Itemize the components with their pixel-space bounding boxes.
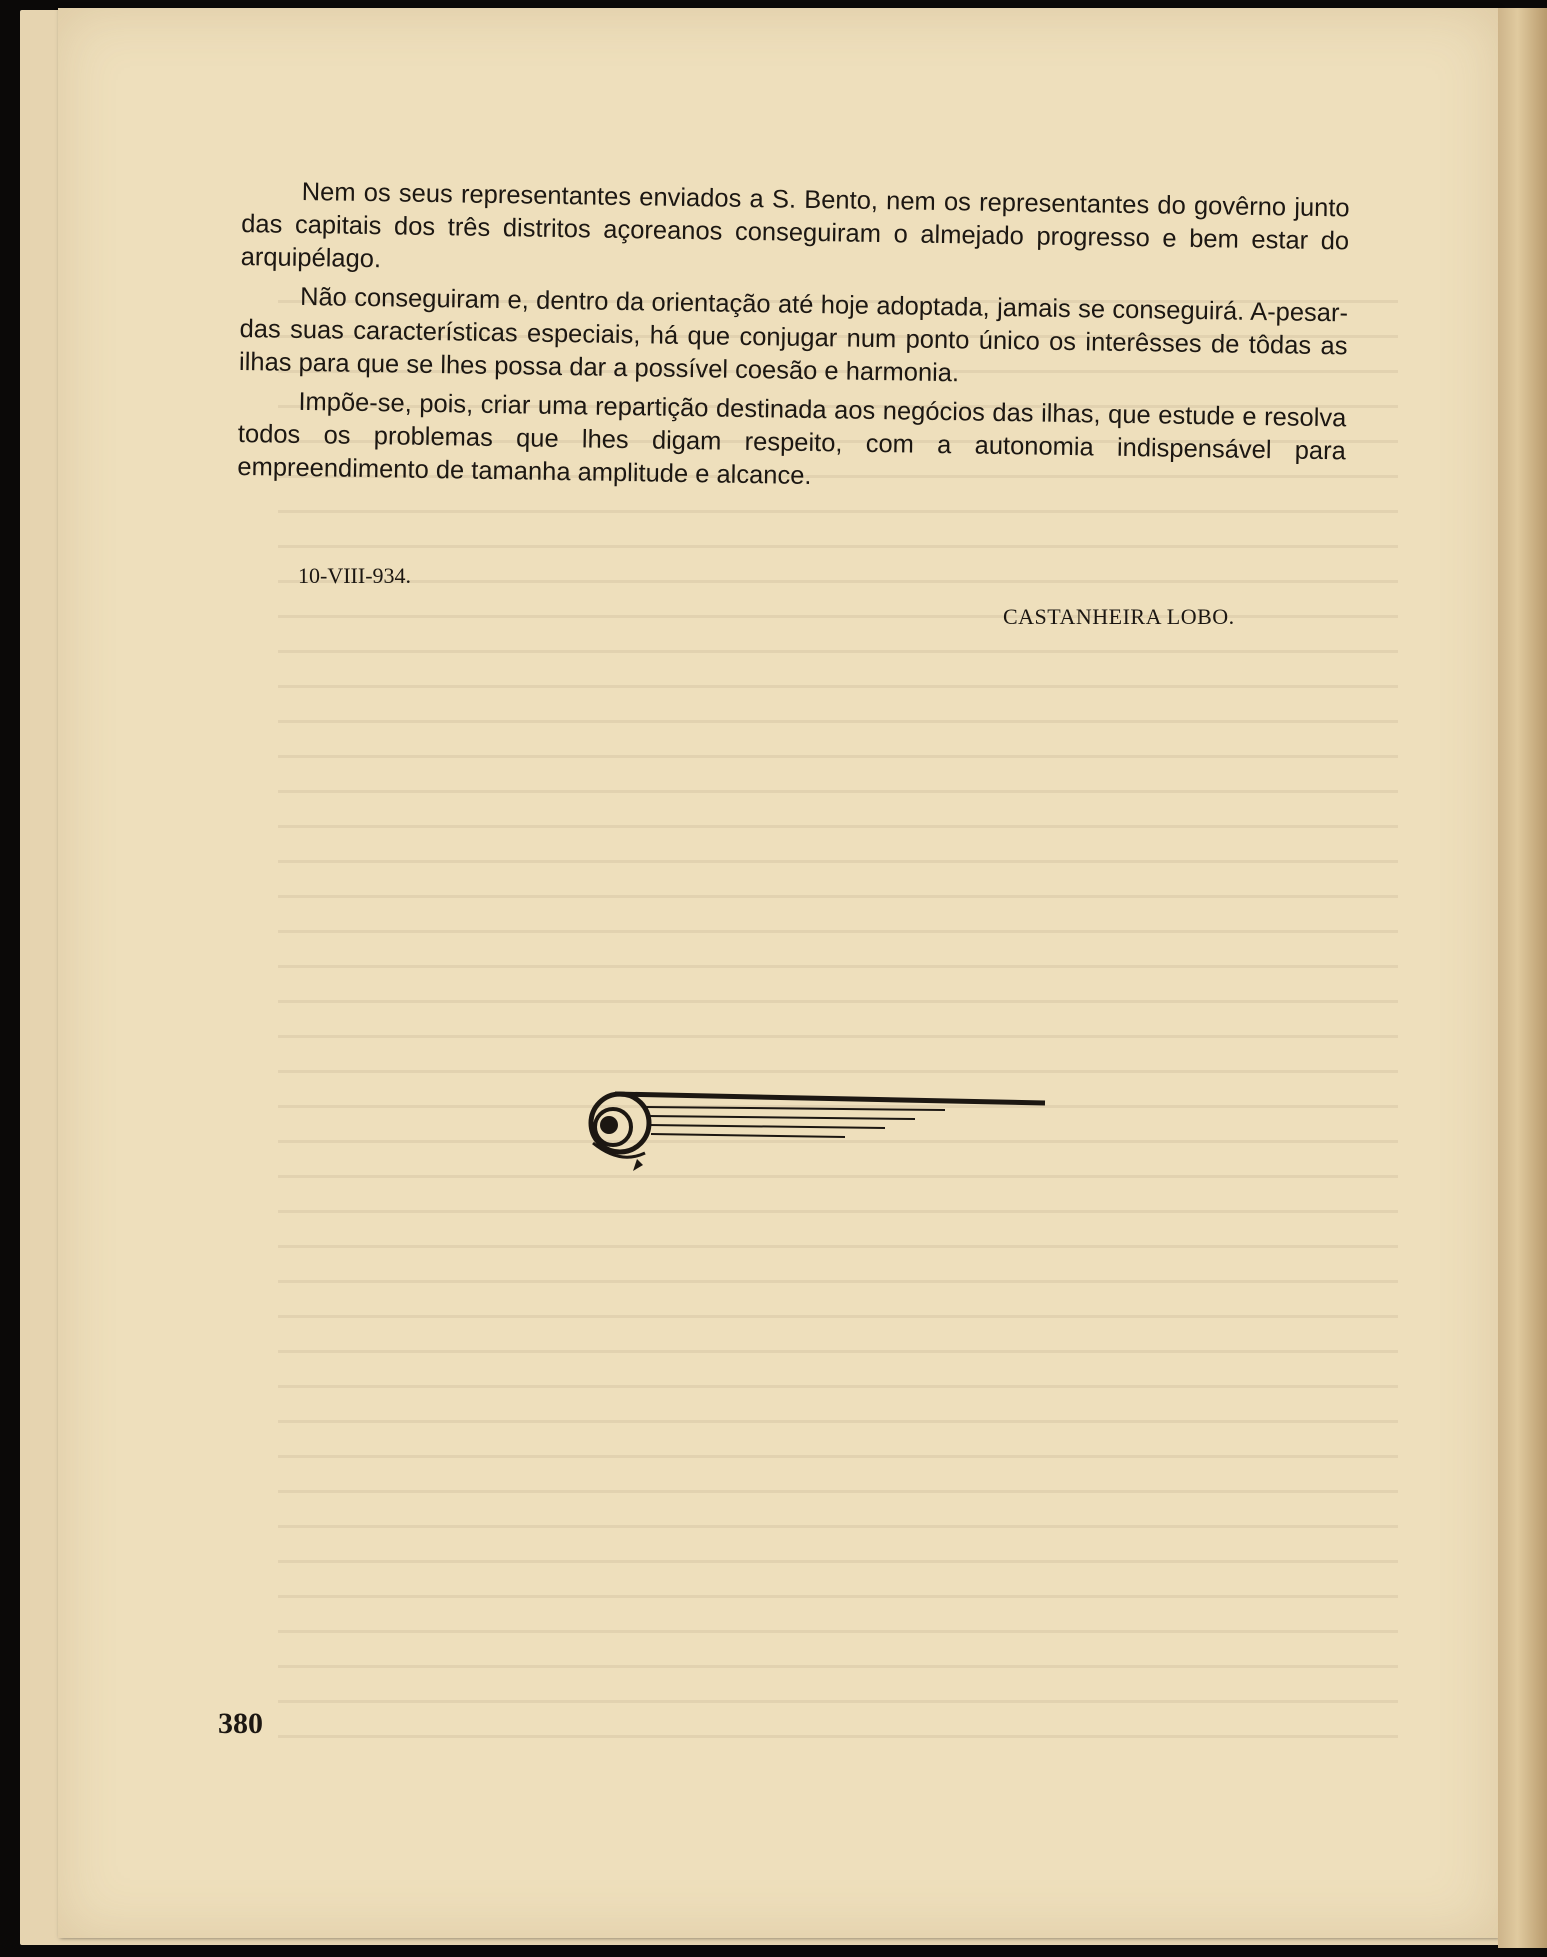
author-signature: CASTANHEIRA LOBO. — [1003, 604, 1235, 629]
body-text — [237, 175, 1350, 507]
ornament-icon — [575, 1085, 1050, 1195]
page-edge — [1498, 8, 1547, 1948]
paragraph: Nem os seus representantes enviados a S. Bento, nem os representantes do govêrno junto das capitais dos três distritos açoreanos conseguiram o almejado progresso e bem estar do arquipélago. — [240, 177, 1350, 274]
date: 10-VIII-934. — [298, 563, 412, 588]
paragraph: Impõe-se, pois, criar uma repartição destinada aos negócios das ilhas, que estude e resolva todos os problemas que lhes digam respeito, com a autonomia indispensável para empreendimento de tamanha amplitude e alcance. — [237, 387, 1347, 490]
page-number: 380 — [218, 1707, 263, 1740]
paragraph: Não conseguiram e, dentro da orientação até hoje adoptada, jamais se conseguirá. A-pesar-das suas características especiais, há que conjugar num ponto único os interêsses de tôdas as ilhas para que se lhes possa dar a possível coesão e harmonia. — [238, 282, 1349, 388]
